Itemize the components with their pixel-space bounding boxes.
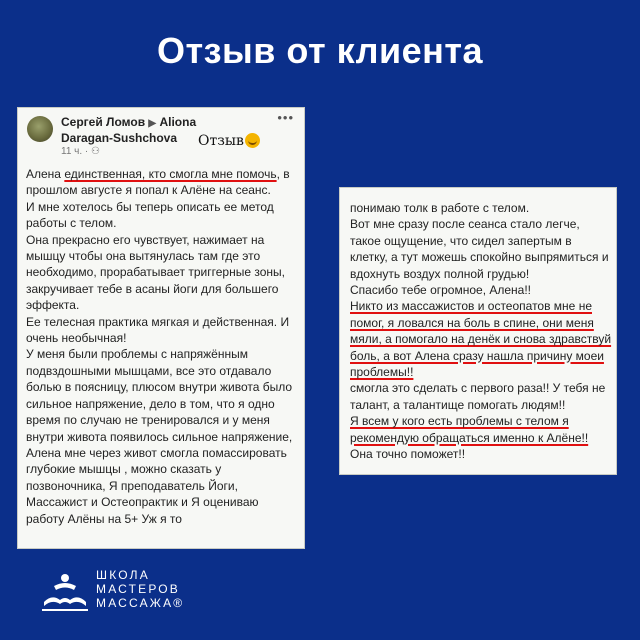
author-name[interactable]	[61, 115, 196, 145]
highlight-text: единственная, кто смогла мне помочь	[64, 167, 277, 181]
avatar[interactable]	[27, 116, 53, 142]
post-time: 11 ч. · ⚇	[61, 146, 100, 157]
paragraph-r1: понимаю толк в работе с телом.	[350, 201, 530, 215]
logo-line-2: МАСТЕРОВ	[96, 582, 181, 596]
logo-line-3: МАССАЖА®	[96, 596, 185, 610]
paragraph-3: Она прекрасно его чувствует, нажимает на мышцу чтобы она вытянулась там где это необходимо, прорабатывает триггерные зоны, закручивает тебе в асаны йоги для большего эффекта.	[26, 232, 285, 313]
logo-line-1: ШКОЛА	[96, 568, 150, 582]
review-stamp-label: Отзыв	[198, 133, 244, 149]
paragraph-r2: Вот мне сразу после сеанса стало легче, такое ощущение, что сидел запертым в клетку, а тут можешь спокойно выпрямиться и вдохнуть воздух полной грудью!	[350, 217, 609, 281]
paragraph-r3: Спасибо тебе огромное, Алена!!	[350, 283, 532, 298]
paragraph-5: У меня были проблемы с напряжённым подвздошными мышцами, все это отдавало болью в поясницу, плюсом внутри живота было сильное напряжение, дело в том, что я одно время по случаю не тренировался и у меня внутри живота появилось сильное напряжение, Алена мне через живот смогла помассировать глубокие мышцы , можно сказать у позвоночника, Я преподаватель Йоги, Массажист и Остеопрактик и Я оцениваю работу Алёны на 5+ Уж я то	[26, 347, 293, 526]
p1-end: , в прошлом августе я попал к Алёне на сеанс.	[26, 167, 290, 198]
smile-emoji-icon	[245, 133, 260, 148]
post-header	[18, 108, 304, 164]
recipient-name: Aliona	[159, 115, 197, 129]
paragraph-4: Ее телесная практика мягкая и действенная. И очень необычная!	[26, 314, 290, 346]
paragraph-r6: Я всем у кого есть проблемы с телом я рекомендую обращаться именно к Алёне!!	[350, 414, 589, 445]
review-card-right	[340, 188, 616, 474]
recipient-surname: Daragan-Sushchova	[61, 131, 178, 145]
paragraph-1	[26, 166, 300, 199]
p1-start: Алена	[26, 167, 65, 181]
paragraph-r5: смогла это сделать с первого раза!! У тебя не талант, а талантище помогать людям!!	[350, 381, 606, 412]
arrow-right-icon: ▶	[148, 118, 157, 129]
author-first: Сергей Ломов	[61, 115, 146, 129]
post-body	[26, 166, 300, 527]
review-card-left	[18, 108, 304, 548]
page-title: Отзыв от клиента	[156, 30, 483, 71]
school-logo[interactable]	[40, 568, 240, 618]
review-stamp	[198, 133, 260, 149]
post-body-continued	[350, 200, 612, 463]
more-options-icon[interactable]: •••	[277, 110, 294, 125]
paragraph-r7: Она точно поможет!!	[350, 447, 466, 462]
paragraph-r4: Никто из массажистов и остеопатов мне не помог, я ловался на боль в спине, они меня мяли, а помогало на денёк и снова здравствуй боль, а вот Алена сразу нашла причину моеи проблемы!!	[350, 299, 612, 380]
logo-text	[96, 568, 184, 610]
paragraph-2: И мне хотелось бы теперь описать ее метод работы с телом.	[26, 199, 274, 231]
massage-logo-icon	[40, 572, 90, 612]
